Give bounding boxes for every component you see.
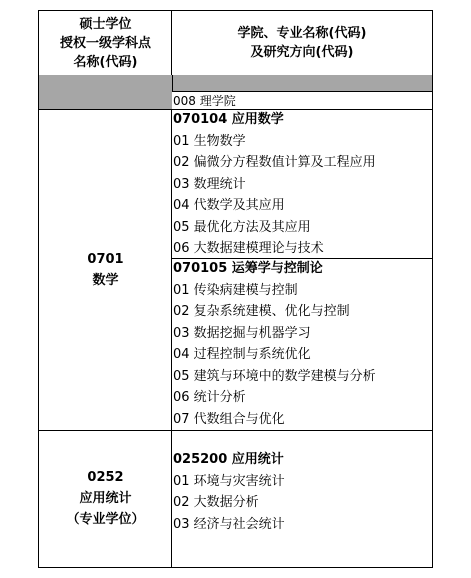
header-left-line: 名称(代码): [73, 54, 138, 70]
discipline-name: 数学: [92, 272, 119, 288]
direction-item: 06 大数据建模理论与技术: [173, 241, 324, 256]
header-right-line: 学院、专业名称(代码): [237, 26, 367, 41]
header-right: [172, 11, 432, 75]
college-name: 008 理学院: [172, 91, 432, 109]
subject-block-070104: [172, 109, 432, 260]
header-left-line: 硕士学位: [79, 16, 132, 32]
discipline-cell-0252: [39, 430, 172, 567]
direction-item: 04 代数学及其应用: [173, 198, 285, 213]
direction-item: 04 过程控制与系统优化: [173, 347, 311, 362]
direction-item: 05 最优化方法及其应用: [173, 219, 311, 235]
subject-block-025200: [172, 449, 432, 535]
subject-title: 025200 应用统计: [173, 452, 284, 467]
discipline-name: 应用统计: [79, 491, 132, 506]
direction-item: 07 代数组合与优化: [173, 411, 285, 427]
direction-item: 03 数理统计: [173, 176, 246, 192]
header-left-line: 授权一级学科点: [59, 35, 151, 51]
subject-block-070105: [172, 258, 432, 430]
direction-item: 03 数据挖掘与机器学习: [173, 325, 311, 341]
header-right-line: 及研究方向(代码): [250, 45, 354, 60]
subject-title: 070104 应用数学: [173, 112, 284, 127]
header-left: [39, 11, 172, 75]
direction-item: 01 传染病建模与控制: [173, 282, 298, 298]
direction-item: 05 建筑与环境中的数学建模与分析: [173, 368, 376, 384]
discipline-note: （专业学位）: [66, 512, 145, 527]
direction-item: 01 生物数学: [173, 133, 246, 149]
direction-item: 02 偏微分方程数值计算及工程应用: [173, 155, 376, 170]
subject-title: 070105 运筹学与控制论: [173, 261, 323, 276]
direction-item: 02 复杂系统建模、优化与控制: [173, 304, 350, 319]
direction-item: 06 统计分析: [173, 390, 246, 405]
direction-item: 02 大数据分析: [173, 495, 259, 510]
discipline-cell-0701: [39, 109, 172, 430]
direction-item: 01 环境与灾害统计: [173, 473, 285, 489]
discipline-code: 0252: [87, 470, 124, 485]
program-table: [38, 10, 433, 568]
discipline-code: 0701: [87, 251, 124, 267]
direction-item: 03 经济与社会统计: [173, 516, 285, 532]
